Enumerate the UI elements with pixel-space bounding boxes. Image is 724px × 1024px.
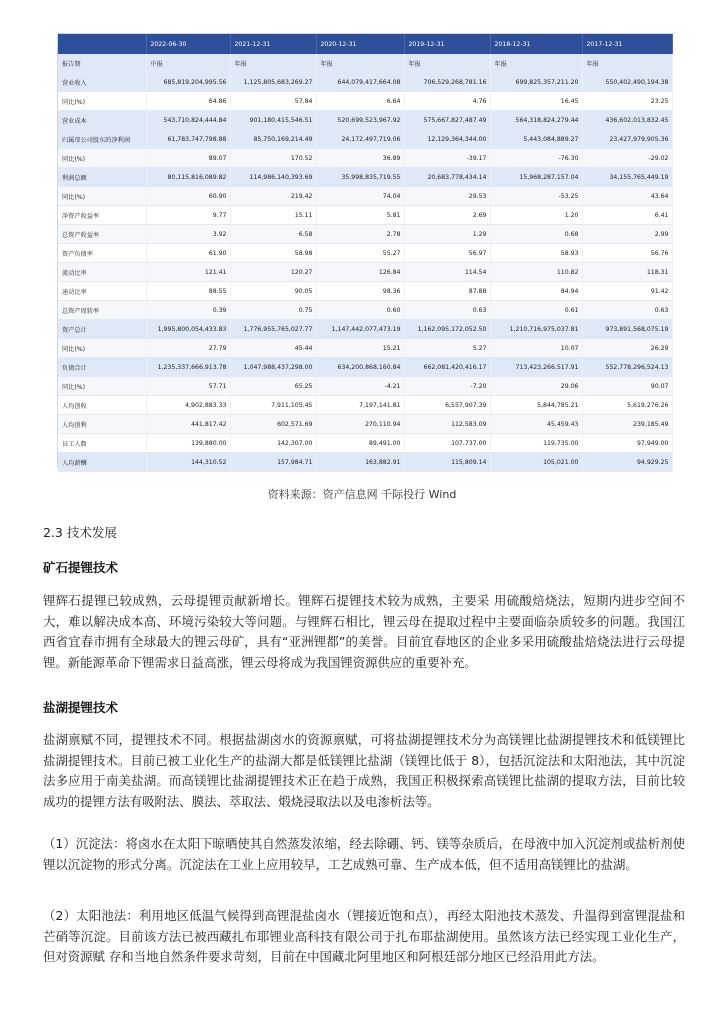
- table-cell: 0.60: [316, 301, 404, 320]
- table-cell: 699,825,357,211.20: [490, 73, 582, 92]
- table-cell: 0.63: [582, 301, 672, 320]
- table-cell: 89,491.00: [316, 434, 404, 453]
- table-cell: 1,162,095,172,052.50: [404, 320, 490, 339]
- table-cell: 142,307.00: [230, 434, 316, 453]
- table-cell: 5,443,084,889.27: [490, 130, 582, 149]
- table-cell: 564,318,824,279.44: [490, 111, 582, 130]
- table-row: [58, 92, 672, 111]
- table-cell: 119,735.00: [490, 434, 582, 453]
- table-cell: 89.07: [146, 149, 230, 168]
- table-cell: 685,819,204,995.56: [146, 73, 230, 92]
- table-row: [58, 339, 672, 358]
- table-cell: 1,125,805,683,269.27: [230, 73, 316, 92]
- row-label: 人均创利: [58, 415, 146, 434]
- table-cell: 436,602,013,832.45: [582, 111, 672, 130]
- financial-table-container: [57, 33, 673, 467]
- header-cell: 2019-12-31: [404, 34, 490, 54]
- table-cell: 56.76: [582, 244, 672, 263]
- table-cell: 94,929.25: [582, 453, 672, 472]
- table-cell: 0.75: [230, 301, 316, 320]
- table-cell: -39.17: [404, 149, 490, 168]
- table-cell: 114.54: [404, 263, 490, 282]
- header-cell: 2021-12-31: [230, 34, 316, 54]
- table-cell: 5,619,276.26: [582, 396, 672, 415]
- table-cell: -7.20: [404, 377, 490, 396]
- header-cell: 2018-12-31: [490, 34, 582, 54]
- table-cell: 9.77: [146, 206, 230, 225]
- table-cell: 126.84: [316, 263, 404, 282]
- table-cell: 901,180,415,546.51: [230, 111, 316, 130]
- table-row: [58, 396, 672, 415]
- table-cell: 80,115,816,089.82: [146, 168, 230, 187]
- table-row: [58, 358, 672, 377]
- row-label: 总资产周转率: [58, 301, 146, 320]
- table-cell: 6.64: [316, 92, 404, 111]
- paragraph-solar-pond-method: （2）太阳池法：利用地区低温气候得到高锂混盐卤水（锂接近饱和点），再经太阳池技术蒸发、升温得到富锂混盐和芒硝等沉淀。目前该方法已被西藏扎布耶锂业高科技有限公司于扎布耶盐湖使用。虽然该方法已经实现工业化生产，但对资源赋 存和当地自然条件要求苛刻，目前在中国藏北阿里地区和阿根廷部分地区已经沿用此方法。: [43, 908, 685, 965]
- table-row: [58, 415, 672, 434]
- table-cell: 157,984.71: [230, 453, 316, 472]
- table-cell: 634,200,868,160.84: [316, 358, 404, 377]
- table-cell: -29.02: [582, 149, 672, 168]
- header-cell: 2022-06-30: [146, 34, 230, 54]
- table-cell: 1,235,337,666,913.78: [146, 358, 230, 377]
- table-cell: 45,459.43: [490, 415, 582, 434]
- table-cell: 15,968,287,157.04: [490, 168, 582, 187]
- table-cell: 85,750,169,214.49: [230, 130, 316, 149]
- table-cell: 10.07: [490, 339, 582, 358]
- table-row: [58, 73, 672, 92]
- table-cell: 年报: [404, 54, 490, 73]
- table-cell: 1,147,442,077,473.19: [316, 320, 404, 339]
- table-cell: 0.68: [490, 225, 582, 244]
- table-cell: 16.45: [490, 92, 582, 111]
- table-cell: 139,880.00: [146, 434, 230, 453]
- table-cell: 57.71: [146, 377, 230, 396]
- table-cell: 35,998,835,719.55: [316, 168, 404, 187]
- table-cell: 29.53: [404, 187, 490, 206]
- table-row: [58, 225, 672, 244]
- table-cell: -53.25: [490, 187, 582, 206]
- table-cell: 575,667,827,487.49: [404, 111, 490, 130]
- table-header-row: [58, 34, 672, 54]
- row-label: 负债合计: [58, 358, 146, 377]
- table-cell: 2.69: [404, 206, 490, 225]
- table-cell: 2.78: [316, 225, 404, 244]
- table-cell: 163,882.91: [316, 453, 404, 472]
- table-cell: 441,817.42: [146, 415, 230, 434]
- table-cell: 7,911,105.45: [230, 396, 316, 415]
- table-row: [58, 54, 672, 73]
- table-row: [58, 453, 672, 472]
- paragraph-salt-lake-overview: 盐湖禀赋不同，提锂技术不同。根据盐湖卤水的资源禀赋，可将盐湖提锂技术分为高镁锂比盐湖提锂技术和低镁锂比盐湖提锂技术。目前已被工业化生产的盐湖大都是低镁锂比盐湖（镁锂比低于 8），包括沉淀法和太阳池法，其中沉淀法多应用于南美盐湖。而高镁锂比盐湖提锂技术正在趋于成熟，我国正积极探索高镁锂比盐湖的提取方法，目前比较成功的提锂方法有吸附法、膜法、萃取法、煅烧浸取法以及电渗析法等。: [43, 732, 685, 809]
- table-cell: 年报: [582, 54, 672, 73]
- table-cell: 58.93: [490, 244, 582, 263]
- subsection-title-ore-lithium: 矿石提锂技术: [43, 560, 119, 575]
- table-cell: 0.63: [404, 301, 490, 320]
- table-row: [58, 187, 672, 206]
- table-cell: 24,172,497,719.06: [316, 130, 404, 149]
- table-cell: 74.04: [316, 187, 404, 206]
- table-cell: 121.41: [146, 263, 230, 282]
- row-label: 流动比率: [58, 263, 146, 282]
- table-cell: 0.61: [490, 301, 582, 320]
- paragraph-precipitation-method: （1）沉淀法：将卤水在太阳下晾晒使其自然蒸发浓缩，经去除硼、钙、镁等杂质后，在母液中加入沉淀剂或盐析剂使锂以沉淀物的形式分离。沉淀法在工业上应用较早，工艺成熟可靠、生产成本低，但不适用高镁锂比的盐湖。: [43, 836, 685, 872]
- table-cell: 56.97: [404, 244, 490, 263]
- row-label: 速动比率: [58, 282, 146, 301]
- table-cell: 239,185.49: [582, 415, 672, 434]
- table-cell: 115,809.14: [404, 453, 490, 472]
- table-cell: 27.79: [146, 339, 230, 358]
- header-cell: 2017-12-31: [582, 34, 672, 54]
- row-label: 资产总计: [58, 320, 146, 339]
- table-cell: 6.58: [230, 225, 316, 244]
- paragraph-ore-lithium: 锂辉石提锂已较成熟，云母提锂贡献新增长。锂辉石提锂技术较为成熟，主要采 用硫酸焙烧法，短期内进步空间不大，难以解决成本高、环境污染较大等问题。与锂辉石相比，锂云母在提取过程中主要面临杂质较多的问题。我国江西省宜春市拥有全球最大的锂云母矿，具有“亚洲锂都”的美誉。目前宜春地区的企业多采用硫酸盐焙烧法进行云母提锂。新能源革命下锂需求日益高涨，锂云母将成为我国锂资源供应的重要补充。: [43, 593, 685, 670]
- row-label: 员工人数: [58, 434, 146, 453]
- section-title: 2.3 技术发展: [43, 525, 117, 540]
- table-cell: 26.29: [582, 339, 672, 358]
- row-label: 人均薪酬: [58, 453, 146, 472]
- table-cell: 543,710,824,444.84: [146, 111, 230, 130]
- table-cell: 602,571.69: [230, 415, 316, 434]
- table-cell: 6,557,907.39: [404, 396, 490, 415]
- table-cell: 88.55: [146, 282, 230, 301]
- table-source-caption: 资料来源：资产信息网 千际投行 Wind: [267, 488, 457, 501]
- table-cell: -76.30: [490, 149, 582, 168]
- table-row: [58, 206, 672, 225]
- table-row: [58, 111, 672, 130]
- table-cell: 年报: [316, 54, 404, 73]
- table-cell: 1.29: [404, 225, 490, 244]
- row-label: 资产负债率: [58, 244, 146, 263]
- table-cell: 中报: [146, 54, 230, 73]
- row-label: 同比(%): [58, 149, 146, 168]
- table-cell: 7,197,141.81: [316, 396, 404, 415]
- table-row: [58, 434, 672, 453]
- table-cell: 29.06: [490, 377, 582, 396]
- row-label: 营业成本: [58, 111, 146, 130]
- table-cell: 97,949.00: [582, 434, 672, 453]
- header-cell: [58, 34, 146, 54]
- table-cell: 90.05: [230, 282, 316, 301]
- row-label: 归属母公司股东的净利润: [58, 130, 146, 149]
- table-row: [58, 149, 672, 168]
- table-cell: 1,210,716,975,037.81: [490, 320, 582, 339]
- table-row: [58, 244, 672, 263]
- table-cell: 15.11: [230, 206, 316, 225]
- row-label: 同比(%): [58, 339, 146, 358]
- table-cell: 120.27: [230, 263, 316, 282]
- table-cell: 65.25: [230, 377, 316, 396]
- row-label: 同比(%): [58, 187, 146, 206]
- table-cell: 5,844,785.21: [490, 396, 582, 415]
- table-row: [58, 263, 672, 282]
- table-cell: 60.90: [146, 187, 230, 206]
- table-cell: 105,021.00: [490, 453, 582, 472]
- table-cell: 34,155,765,449.19: [582, 168, 672, 187]
- table-row: [58, 130, 672, 149]
- row-label: 同比(%): [58, 377, 146, 396]
- table-cell: 170.52: [230, 149, 316, 168]
- table-cell: 219.42: [230, 187, 316, 206]
- table-cell: 5.81: [316, 206, 404, 225]
- table-cell: 6.41: [582, 206, 672, 225]
- table-cell: 58.98: [230, 244, 316, 263]
- table-cell: 520,699,523,967.92: [316, 111, 404, 130]
- table-cell: 118.31: [582, 263, 672, 282]
- row-label: 同比(%): [58, 92, 146, 111]
- table-cell: 1,047,988,437,298.00: [230, 358, 316, 377]
- table-row: [58, 320, 672, 339]
- table-cell: 5.27: [404, 339, 490, 358]
- table-cell: 2.99: [582, 225, 672, 244]
- table-cell: 20,683,778,434.14: [404, 168, 490, 187]
- table-row: [58, 301, 672, 320]
- table-cell: 98.36: [316, 282, 404, 301]
- table-cell: 3.92: [146, 225, 230, 244]
- table-cell: 1,995,800,054,433.83: [146, 320, 230, 339]
- subsection-title-salt-lake-lithium: 盐湖提锂技术: [43, 700, 119, 715]
- table-cell: 4,902,883.33: [146, 396, 230, 415]
- table-cell: 270,110.94: [316, 415, 404, 434]
- table-cell: 706,529,268,781.16: [404, 73, 490, 92]
- table-cell: 23.25: [582, 92, 672, 111]
- header-cell: 2020-12-31: [316, 34, 404, 54]
- table-cell: 43.64: [582, 187, 672, 206]
- row-label: 利润总额: [58, 168, 146, 187]
- table-cell: 23,427,979,905.36: [582, 130, 672, 149]
- table-cell: 644,079,417,664.08: [316, 73, 404, 92]
- table-cell: 1,776,955,765,027.77: [230, 320, 316, 339]
- table-cell: 45.44: [230, 339, 316, 358]
- table-cell: 84.94: [490, 282, 582, 301]
- table-cell: 973,891,568,075.19: [582, 320, 672, 339]
- row-label: 人均创收: [58, 396, 146, 415]
- table-cell: 57.84: [230, 92, 316, 111]
- table-cell: 61,783,747,798.88: [146, 130, 230, 149]
- table-cell: 110.82: [490, 263, 582, 282]
- table-cell: -4.21: [316, 377, 404, 396]
- table-row: [58, 168, 672, 187]
- table-cell: 15.21: [316, 339, 404, 358]
- table-cell: 4.76: [404, 92, 490, 111]
- table-cell: 1.20: [490, 206, 582, 225]
- table-cell: 662,081,420,416.17: [404, 358, 490, 377]
- row-label: 营业收入: [58, 73, 146, 92]
- table-cell: 90.07: [582, 377, 672, 396]
- table-cell: 114,986,140,393.69: [230, 168, 316, 187]
- row-label: 报告期: [58, 54, 146, 73]
- table-cell: 552,778,296,524.13: [582, 358, 672, 377]
- table-cell: 年报: [490, 54, 582, 73]
- financial-table: [58, 34, 673, 472]
- table-cell: 61.90: [146, 244, 230, 263]
- table-cell: 107,737.00: [404, 434, 490, 453]
- row-label: 总资产收益率: [58, 225, 146, 244]
- table-cell: 713,423,266,517.91: [490, 358, 582, 377]
- table-row: [58, 282, 672, 301]
- table-cell: 12,129,364,344.00: [404, 130, 490, 149]
- table-cell: 144,310.52: [146, 453, 230, 472]
- table-cell: 年报: [230, 54, 316, 73]
- table-row: [58, 377, 672, 396]
- table-cell: 36.89: [316, 149, 404, 168]
- table-cell: 112,583.09: [404, 415, 490, 434]
- table-cell: 87.88: [404, 282, 490, 301]
- table-cell: 55.27: [316, 244, 404, 263]
- table-cell: 0.39: [146, 301, 230, 320]
- table-cell: 550,402,490,194.38: [582, 73, 672, 92]
- table-cell: 91.42: [582, 282, 672, 301]
- table-cell: 64.86: [146, 92, 230, 111]
- row-label: 净资产收益率: [58, 206, 146, 225]
